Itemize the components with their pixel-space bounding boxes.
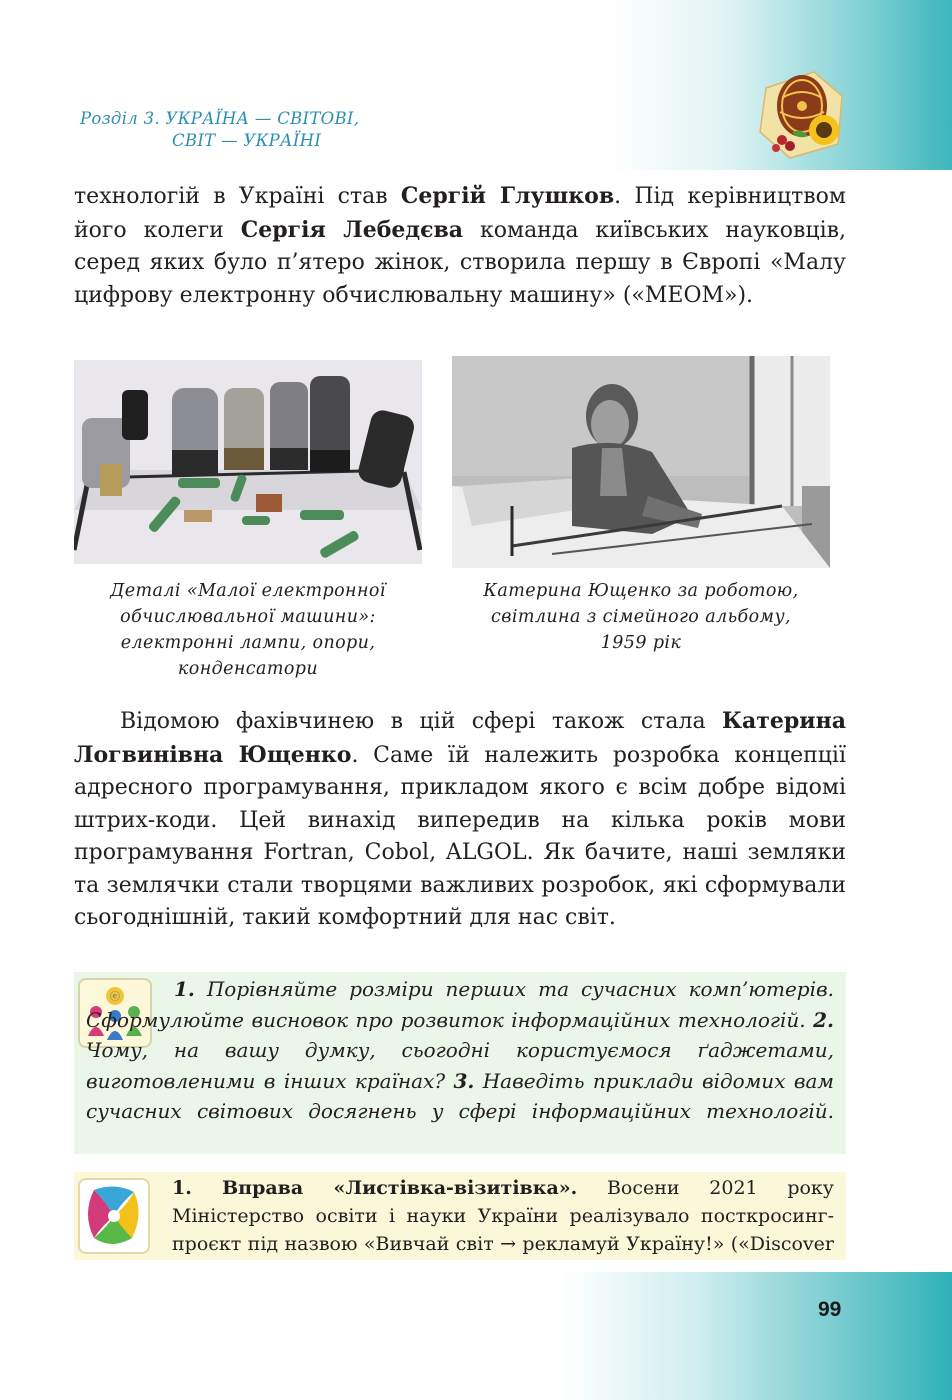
caption-line: конденсатори xyxy=(177,659,319,679)
chapter-header xyxy=(80,108,420,152)
yushchenko-paragraph xyxy=(74,705,846,935)
questions-text xyxy=(86,974,834,1127)
question-number: 2. xyxy=(813,1007,834,1032)
question-text: Порівняйте розміри перших та сучасних комп’ютерів. Сформулюйте висновок про розвиток інформаційних технологій. xyxy=(86,977,834,1032)
left-photo-caption xyxy=(74,578,422,682)
caption-line: Катерина Ющенко за роботою, xyxy=(483,581,799,601)
caption-line: 1959 рік xyxy=(600,633,682,653)
question-text: Чому, на вашу думку, сьогодні користуємося ґаджетами, виготовленими в інших країнах? xyxy=(86,1038,834,1093)
caption-line: обчислювальної машини»: xyxy=(120,607,376,627)
hands-icon xyxy=(78,1178,150,1254)
exercise-body: Восени 2021 року Міністерство освіти і науки України реалізувало посткросинг-проєкт під назвою «Вивчай світ → рекламуй Україну!» («Discover xyxy=(172,1177,834,1255)
name-glushkov: Сергій Глушков xyxy=(400,183,615,209)
footer-decor-band xyxy=(560,1272,952,1400)
kateryna-yushchenko-photo xyxy=(452,356,830,568)
paragraph-text: Відомою фахівчинею в цій сфері також стала xyxy=(120,709,723,734)
paragraph-text: . Саме їй належить розробка концепції адресного програмування, прикладом якого є всім добре відомі штрих-коди. Цей винахід випередив на кілька років мови програмування Fortran, Cobol, ALGOL. Як бачите, наші земляки та землячки стали творцями важливих розробок, які сформували сьогоднішній, такий комфортний для нас світ. xyxy=(74,742,846,930)
chapter-title-line2: СВІТ — УКРАЇНІ xyxy=(172,131,322,150)
svg-text:ⓔ: ⓔ xyxy=(110,992,120,1003)
paragraph-text: . Під керівництвом його колеги xyxy=(74,184,847,243)
question-text: Наведіть приклади відомих вам сучасних світових досягнень у сфері інформаційних технологій. xyxy=(86,1068,834,1123)
paragraph-text: технологій в Україні став xyxy=(74,184,401,209)
paragraph-text: команда київських науковців, серед яких було п’ятеро жінок, створила першу в Європі «Малу цифрову електронну обчислювальну машину» («МЕОМ»). xyxy=(74,217,846,308)
caption-line: Деталі «Малої електронної xyxy=(110,581,386,601)
exercise-title: 1. Вправа «Листівка-візитівка». xyxy=(172,1177,578,1199)
intro-paragraph xyxy=(74,180,846,312)
caption-line: світлина з сімейного альбому, xyxy=(491,607,791,627)
vacuum-tubes-photo xyxy=(74,360,422,564)
name-yushchenko: Катерина Логвинівна Ющенко xyxy=(74,708,846,768)
question-number: 3. xyxy=(453,1068,475,1093)
page-number: 99 xyxy=(818,1298,842,1321)
caption-line: електронні лампи, опори, xyxy=(120,633,376,653)
easter-egg-emblem-icon xyxy=(752,66,852,162)
exercise-text xyxy=(172,1174,834,1258)
chapter-title-line1: Розділ 3. УКРАЇНА — СВІТОВІ, xyxy=(80,109,360,128)
name-lebedev: Сергія Лебедєва xyxy=(240,216,464,243)
question-number: 1. xyxy=(174,977,195,1001)
right-photo-caption xyxy=(452,578,830,656)
